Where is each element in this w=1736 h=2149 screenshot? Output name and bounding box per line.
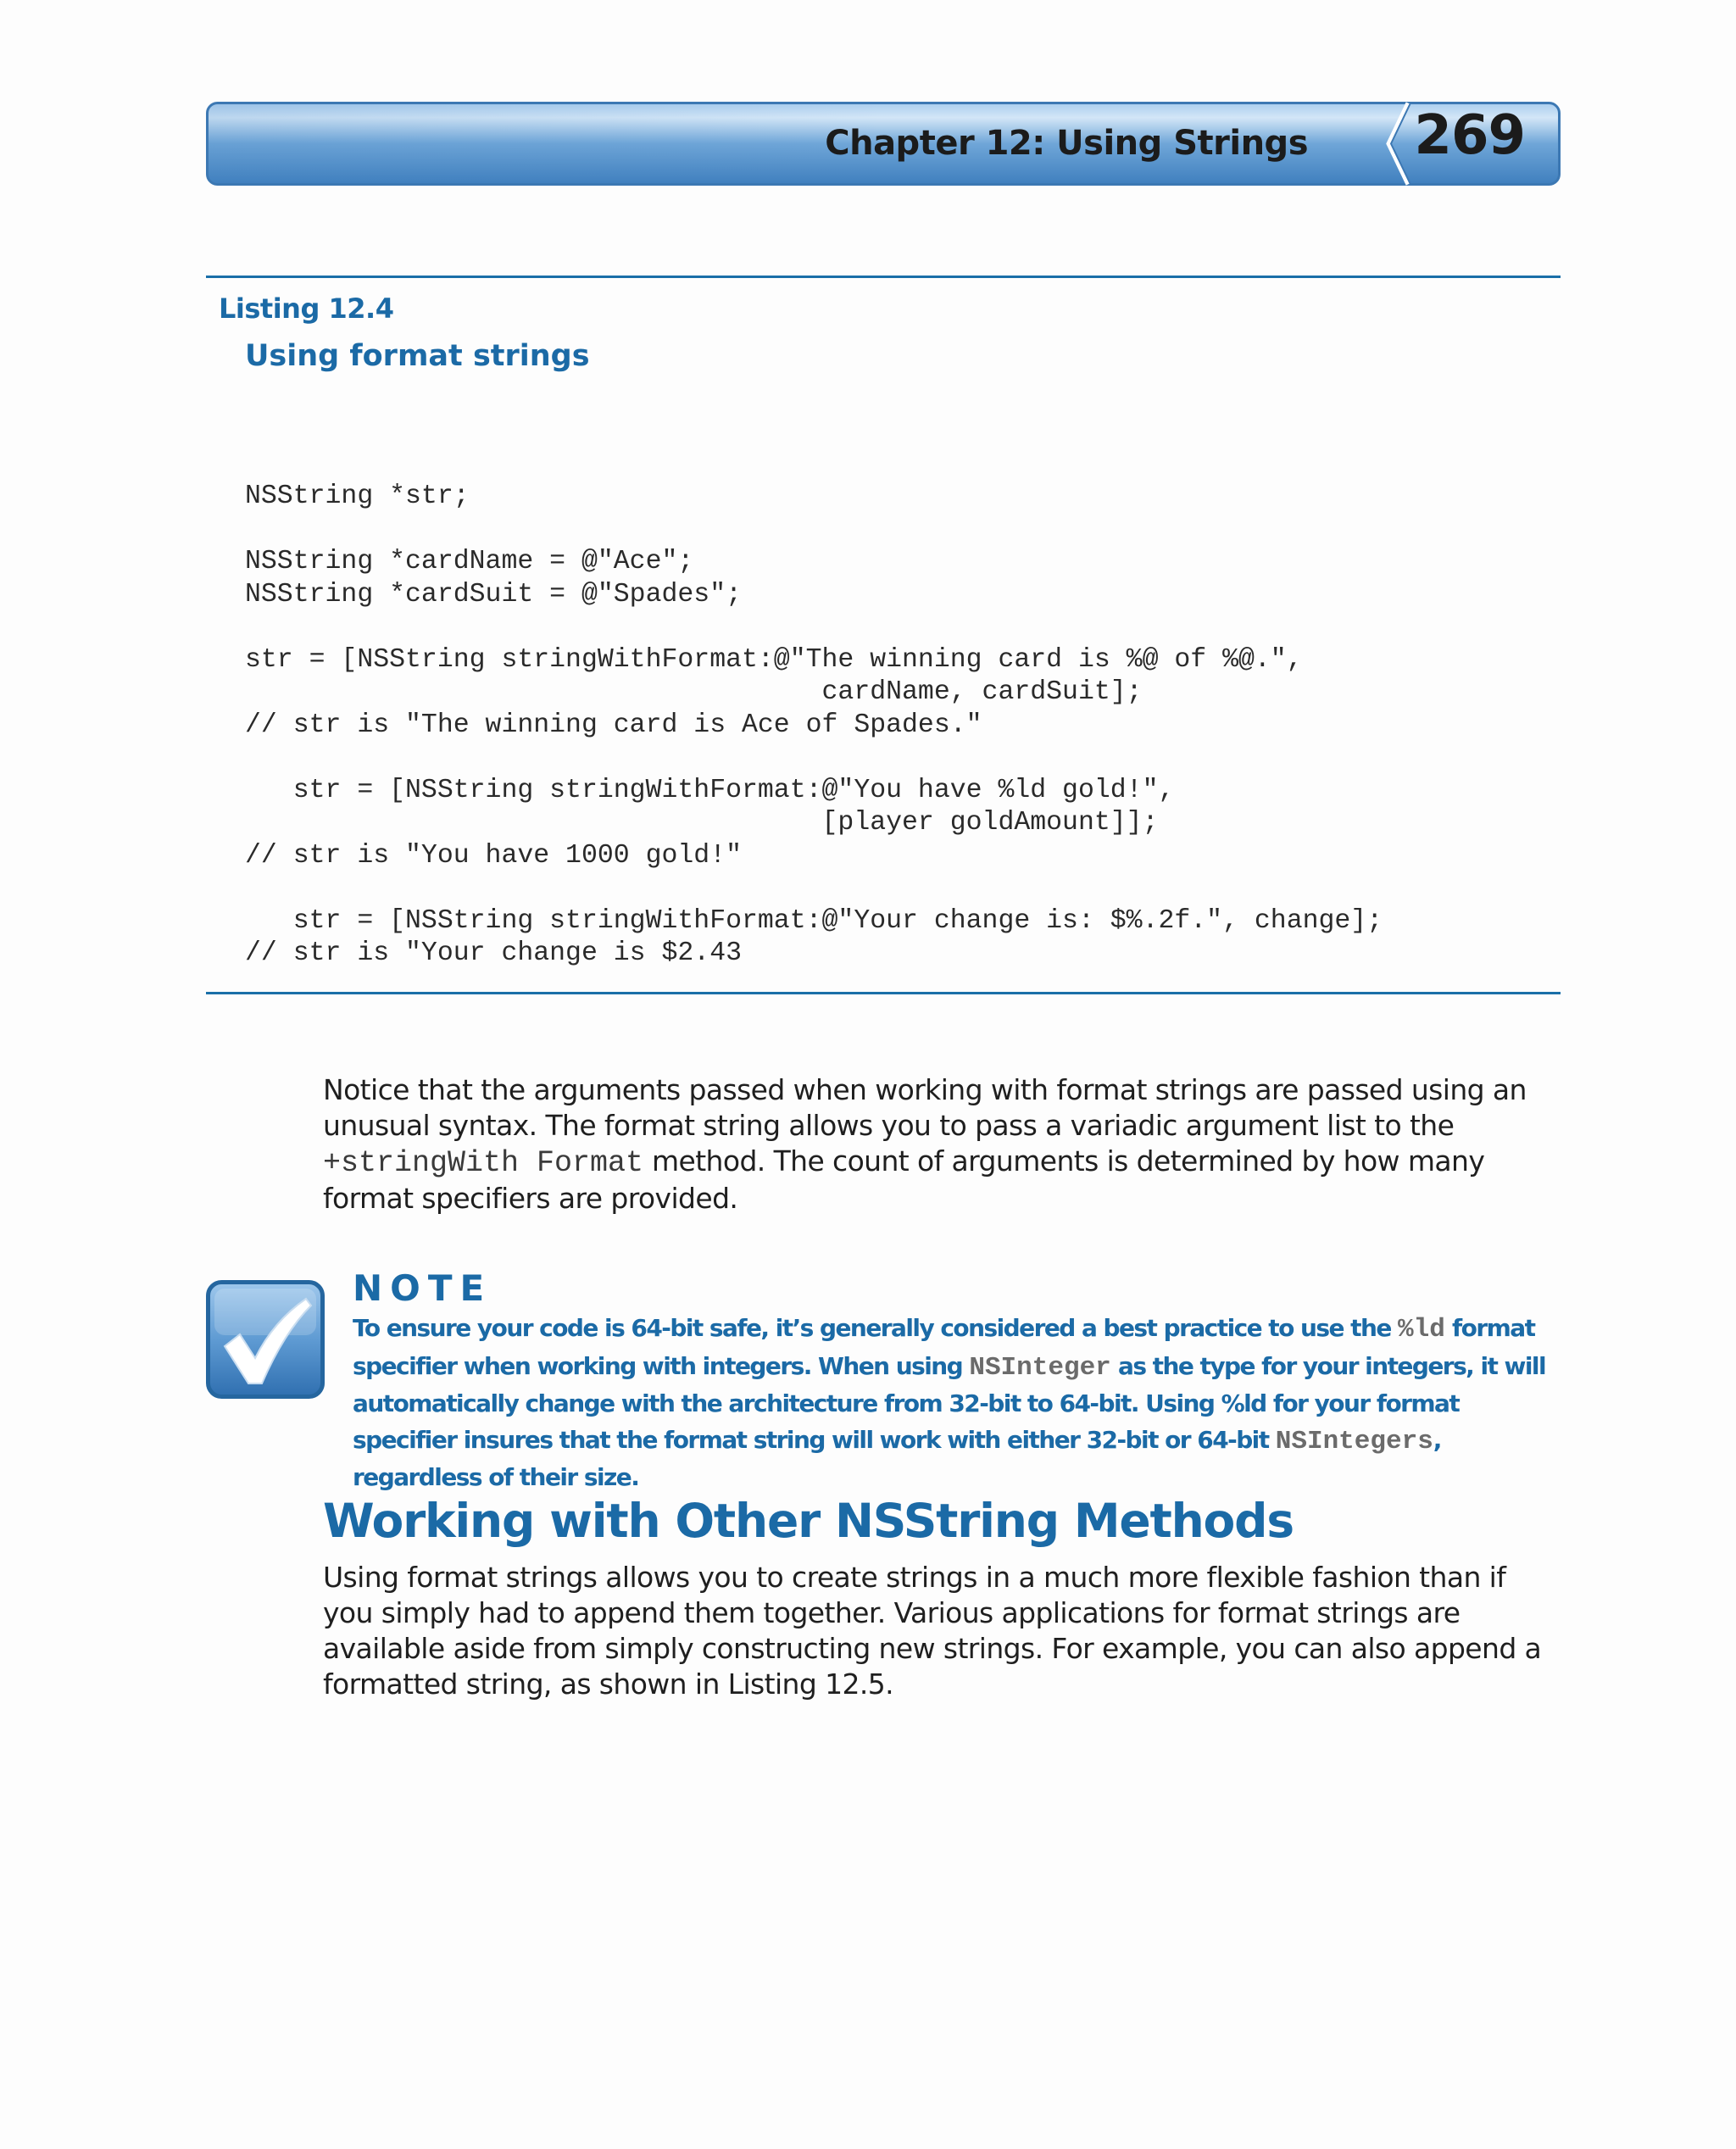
note-body	[353, 1311, 1561, 1496]
listing-title: Using format strings	[245, 339, 590, 373]
page-number: 269	[1414, 104, 1525, 167]
paragraph-text: Notice that the arguments passed when working with format strings are passed using an unusual syntax. The format string allows you to pass a variadic argument list to the	[323, 1073, 1527, 1142]
note-text: format specifier when working with integers. When using	[353, 1314, 1535, 1380]
listing-top-rule	[206, 276, 1561, 278]
note-text: as the type for your integers, it will automatically change with the architecture from 32-bit to 64-bit. Using %ld for your format specifier insures that the format string will work with either 32-bit or 64-bit	[353, 1351, 1546, 1454]
listing-bottom-rule	[206, 992, 1561, 994]
checkmark-icon	[206, 1280, 325, 1399]
note-code-type: NSInteger	[969, 1352, 1111, 1383]
body-paragraph-format-args	[323, 1072, 1561, 1216]
chapter-header-bar	[206, 102, 1561, 186]
section-heading: Working with Other NSString Methods	[323, 1494, 1294, 1548]
chapter-title: Chapter 12: Using Strings	[825, 124, 1308, 163]
note-text: , regardless of their size.	[353, 1425, 1441, 1491]
body-paragraph-format-uses: Using format strings allows you to create strings in a much more flexible fashion than if you simply had to append them together. Various applications for format strings are available aside from simply constructing new strings. For example, you can also append a formatted string, as shown in Listing 12.5.	[323, 1561, 1542, 1701]
note-code-specifier: %ld	[1398, 1315, 1445, 1345]
code-listing: NSString *str; NSString *cardName = @"Ace"; NSString *cardSuit = @"Spades"; str = [NSString stringWithFormat:@"The winning card is %@ of %@.", cardName, cardSuit]; // str is "The winning card is Ace of Spades." str = [NSString stringWithFormat:@"You have %ld gold!", [player goldAmount]]; // str is "You have 1000 gold!" str = [NSString stringWithFormat:@"Your change is: $%.2f.", change]; // str is "Your change is $2.43	[245, 482, 1383, 968]
inline-code-method: +stringWith Format	[323, 1146, 644, 1180]
listing-number: Listing 12.4	[219, 292, 394, 325]
note-heading: NOTE	[353, 1267, 492, 1309]
note-text: To ensure your code is 64-bit safe, it’s generally considered a best practice to use the	[353, 1314, 1399, 1342]
paragraph-text: method. The count of arguments is determined by how many format specifiers are provided.	[323, 1144, 1485, 1215]
note-code-type-plural: NSIntegers	[1275, 1426, 1433, 1456]
